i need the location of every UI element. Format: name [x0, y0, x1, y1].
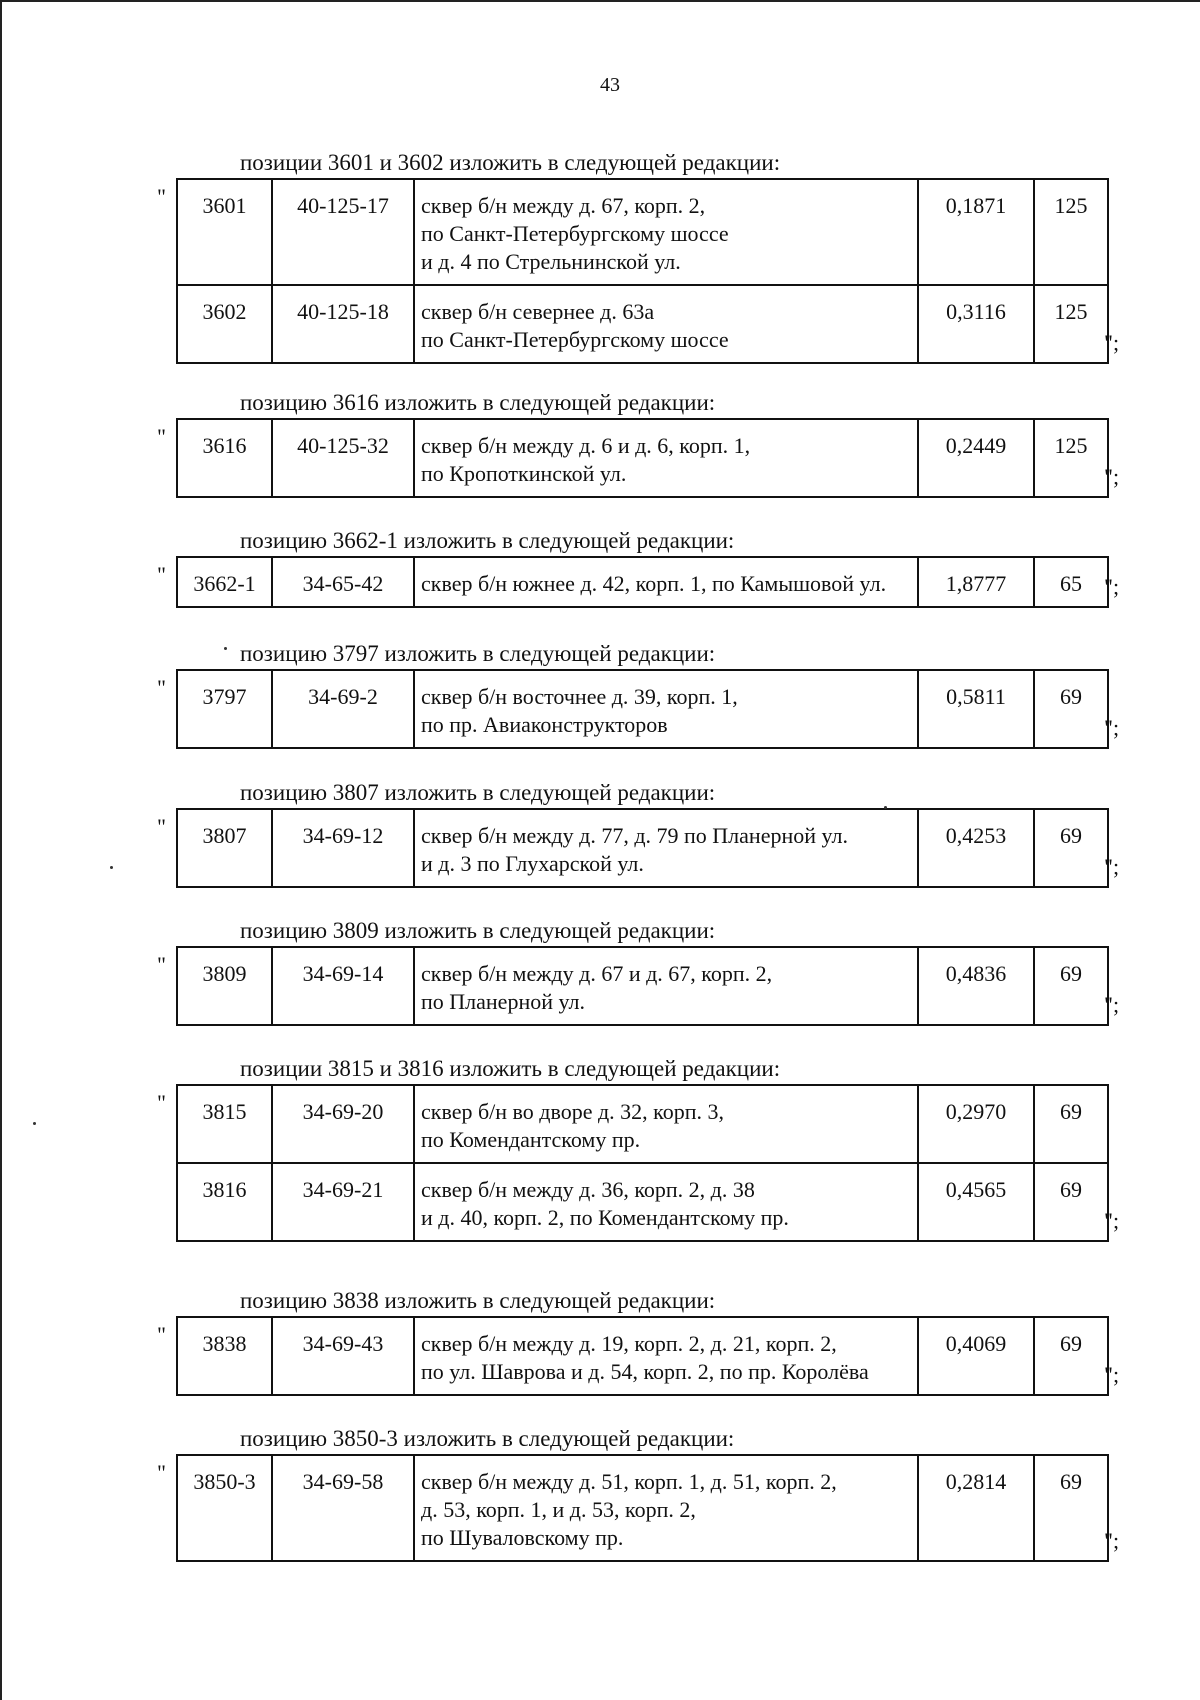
- closing-quote: ";: [1104, 330, 1120, 355]
- description-cell: сквер б/н восточнее д. 39, корп. 1, по пр. Авиаконструкторов: [414, 670, 918, 748]
- zone-cell: 69: [1034, 1317, 1108, 1395]
- position-number-cell: 3602: [177, 285, 272, 363]
- opening-quote: ": [157, 1322, 166, 1347]
- table-row: [177, 557, 1118, 607]
- scan-edge-top: [0, 0, 1200, 2]
- position-number-cell: 3815: [177, 1085, 272, 1163]
- closing-quote: ";: [1104, 464, 1120, 489]
- zone-cell: 65: [1034, 557, 1108, 607]
- zone-cell: 69: [1034, 1455, 1108, 1561]
- section-heading: позицию 3809 изложить в следующей редакции:: [240, 918, 716, 943]
- scan-speck: [884, 806, 887, 809]
- registry-code-cell: 34-69-43: [272, 1317, 414, 1395]
- closing-quote: ";: [1104, 992, 1120, 1017]
- scan-edge-left: [0, 0, 2, 1700]
- zone-cell: 125: [1034, 285, 1108, 363]
- opening-quote: ": [157, 562, 166, 587]
- table-row: [177, 1163, 1118, 1241]
- table-row: [177, 1455, 1118, 1561]
- description-cell: сквер б/н южнее д. 42, корп. 1, по Камышовой ул.: [414, 557, 918, 607]
- registry-code-cell: 34-65-42: [272, 557, 414, 607]
- zone-cell: 125: [1034, 419, 1108, 497]
- registry-code-cell: 34-69-14: [272, 947, 414, 1025]
- area-cell: 0,2970: [918, 1085, 1034, 1163]
- position-table: [176, 418, 1118, 498]
- table-row: [177, 179, 1118, 285]
- area-cell: 1,8777: [918, 557, 1034, 607]
- scan-speck: [110, 866, 113, 869]
- table-row: [177, 285, 1118, 363]
- description-cell: сквер б/н во дворе д. 32, корп. 3, по Комендантскому пр.: [414, 1085, 918, 1163]
- opening-quote: ": [157, 952, 166, 977]
- position-table: [176, 946, 1118, 1026]
- section-heading: позиции 3601 и 3602 изложить в следующей редакции:: [240, 150, 781, 175]
- description-cell: сквер б/н между д. 77, д. 79 по Планерной ул. и д. 3 по Глухарской ул.: [414, 809, 918, 887]
- closing-quote: ";: [1104, 1208, 1120, 1233]
- registry-code-cell: 40-125-18: [272, 285, 414, 363]
- description-cell: сквер б/н между д. 67, корп. 2, по Санкт-Петербургскому шоссе и д. 4 по Стрельнинской ул.: [414, 179, 918, 285]
- opening-quote: ": [157, 424, 166, 449]
- zone-cell: 69: [1034, 947, 1108, 1025]
- page-number: 43: [600, 74, 620, 96]
- area-cell: 0,4836: [918, 947, 1034, 1025]
- registry-code-cell: 34-69-20: [272, 1085, 414, 1163]
- position-table: [176, 669, 1118, 749]
- scan-speck: [224, 647, 227, 650]
- registry-code-cell: 34-69-58: [272, 1455, 414, 1561]
- zone-cell: 69: [1034, 1085, 1108, 1163]
- registry-code-cell: 34-69-12: [272, 809, 414, 887]
- description-cell: сквер б/н между д. 6 и д. 6, корп. 1, по Кропоткинской ул.: [414, 419, 918, 497]
- area-cell: 0,4253: [918, 809, 1034, 887]
- area-cell: 0,5811: [918, 670, 1034, 748]
- position-table: [176, 1084, 1118, 1242]
- description-cell: сквер б/н между д. 36, корп. 2, д. 38 и д. 40, корп. 2, по Комендантскому пр.: [414, 1163, 918, 1241]
- section-heading: позиции 3815 и 3816 изложить в следующей редакции:: [240, 1056, 781, 1081]
- section-heading: позицию 3616 изложить в следующей редакции:: [240, 390, 716, 415]
- table-edge: [1108, 179, 1118, 285]
- scan-speck: [33, 1122, 36, 1125]
- opening-quote: ": [157, 1090, 166, 1115]
- position-number-cell: 3616: [177, 419, 272, 497]
- section-heading: позицию 3838 изложить в следующей редакции:: [240, 1288, 716, 1313]
- position-table: [176, 178, 1118, 364]
- description-cell: сквер б/н севернее д. 63а по Санкт-Петербургскому шоссе: [414, 285, 918, 363]
- area-cell: 0,2814: [918, 1455, 1034, 1561]
- description-cell: сквер б/н между д. 19, корп. 2, д. 21, корп. 2, по ул. Шаврова и д. 54, корп. 2, по пр. Королёва: [414, 1317, 918, 1395]
- position-table: [176, 808, 1118, 888]
- section-heading: позицию 3807 изложить в следующей редакции:: [240, 780, 716, 805]
- closing-quote: ";: [1104, 1362, 1120, 1387]
- registry-code-cell: 34-69-2: [272, 670, 414, 748]
- closing-quote: ";: [1104, 1528, 1120, 1553]
- table-row: [177, 1317, 1118, 1395]
- description-cell: сквер б/н между д. 67 и д. 67, корп. 2, по Планерной ул.: [414, 947, 918, 1025]
- position-number-cell: 3809: [177, 947, 272, 1025]
- position-number-cell: 3816: [177, 1163, 272, 1241]
- area-cell: 0,4565: [918, 1163, 1034, 1241]
- registry-code-cell: 40-125-17: [272, 179, 414, 285]
- table-row: [177, 670, 1118, 748]
- area-cell: 0,4069: [918, 1317, 1034, 1395]
- zone-cell: 125: [1034, 179, 1108, 285]
- description-cell: сквер б/н между д. 51, корп. 1, д. 51, корп. 2, д. 53, корп. 1, и д. 53, корп. 2, по Шуваловскому пр.: [414, 1455, 918, 1561]
- section-heading: позицию 3797 изложить в следующей редакции:: [240, 641, 716, 666]
- area-cell: 0,1871: [918, 179, 1034, 285]
- opening-quote: ": [157, 184, 166, 209]
- registry-code-cell: 40-125-32: [272, 419, 414, 497]
- position-number-cell: 3807: [177, 809, 272, 887]
- position-number-cell: 3601: [177, 179, 272, 285]
- closing-quote: ";: [1104, 854, 1120, 879]
- position-number-cell: 3838: [177, 1317, 272, 1395]
- opening-quote: ": [157, 814, 166, 839]
- closing-quote: ";: [1104, 715, 1120, 740]
- position-number-cell: 3797: [177, 670, 272, 748]
- zone-cell: 69: [1034, 809, 1108, 887]
- position-table: [176, 556, 1118, 608]
- opening-quote: ": [157, 1460, 166, 1485]
- zone-cell: 69: [1034, 670, 1108, 748]
- section-heading: позицию 3662-1 изложить в следующей редакции:: [240, 528, 735, 553]
- position-table: [176, 1454, 1118, 1562]
- position-number-cell: 3662-1: [177, 557, 272, 607]
- position-table: [176, 1316, 1118, 1396]
- opening-quote: ": [157, 675, 166, 700]
- area-cell: 0,2449: [918, 419, 1034, 497]
- table-row: [177, 419, 1118, 497]
- area-cell: 0,3116: [918, 285, 1034, 363]
- table-row: [177, 809, 1118, 887]
- section-heading: позицию 3850-3 изложить в следующей редакции:: [240, 1426, 735, 1451]
- closing-quote: ";: [1104, 574, 1120, 599]
- table-row: [177, 1085, 1118, 1163]
- registry-code-cell: 34-69-21: [272, 1163, 414, 1241]
- position-number-cell: 3850-3: [177, 1455, 272, 1561]
- zone-cell: 69: [1034, 1163, 1108, 1241]
- table-row: [177, 947, 1118, 1025]
- table-edge: [1108, 1085, 1118, 1163]
